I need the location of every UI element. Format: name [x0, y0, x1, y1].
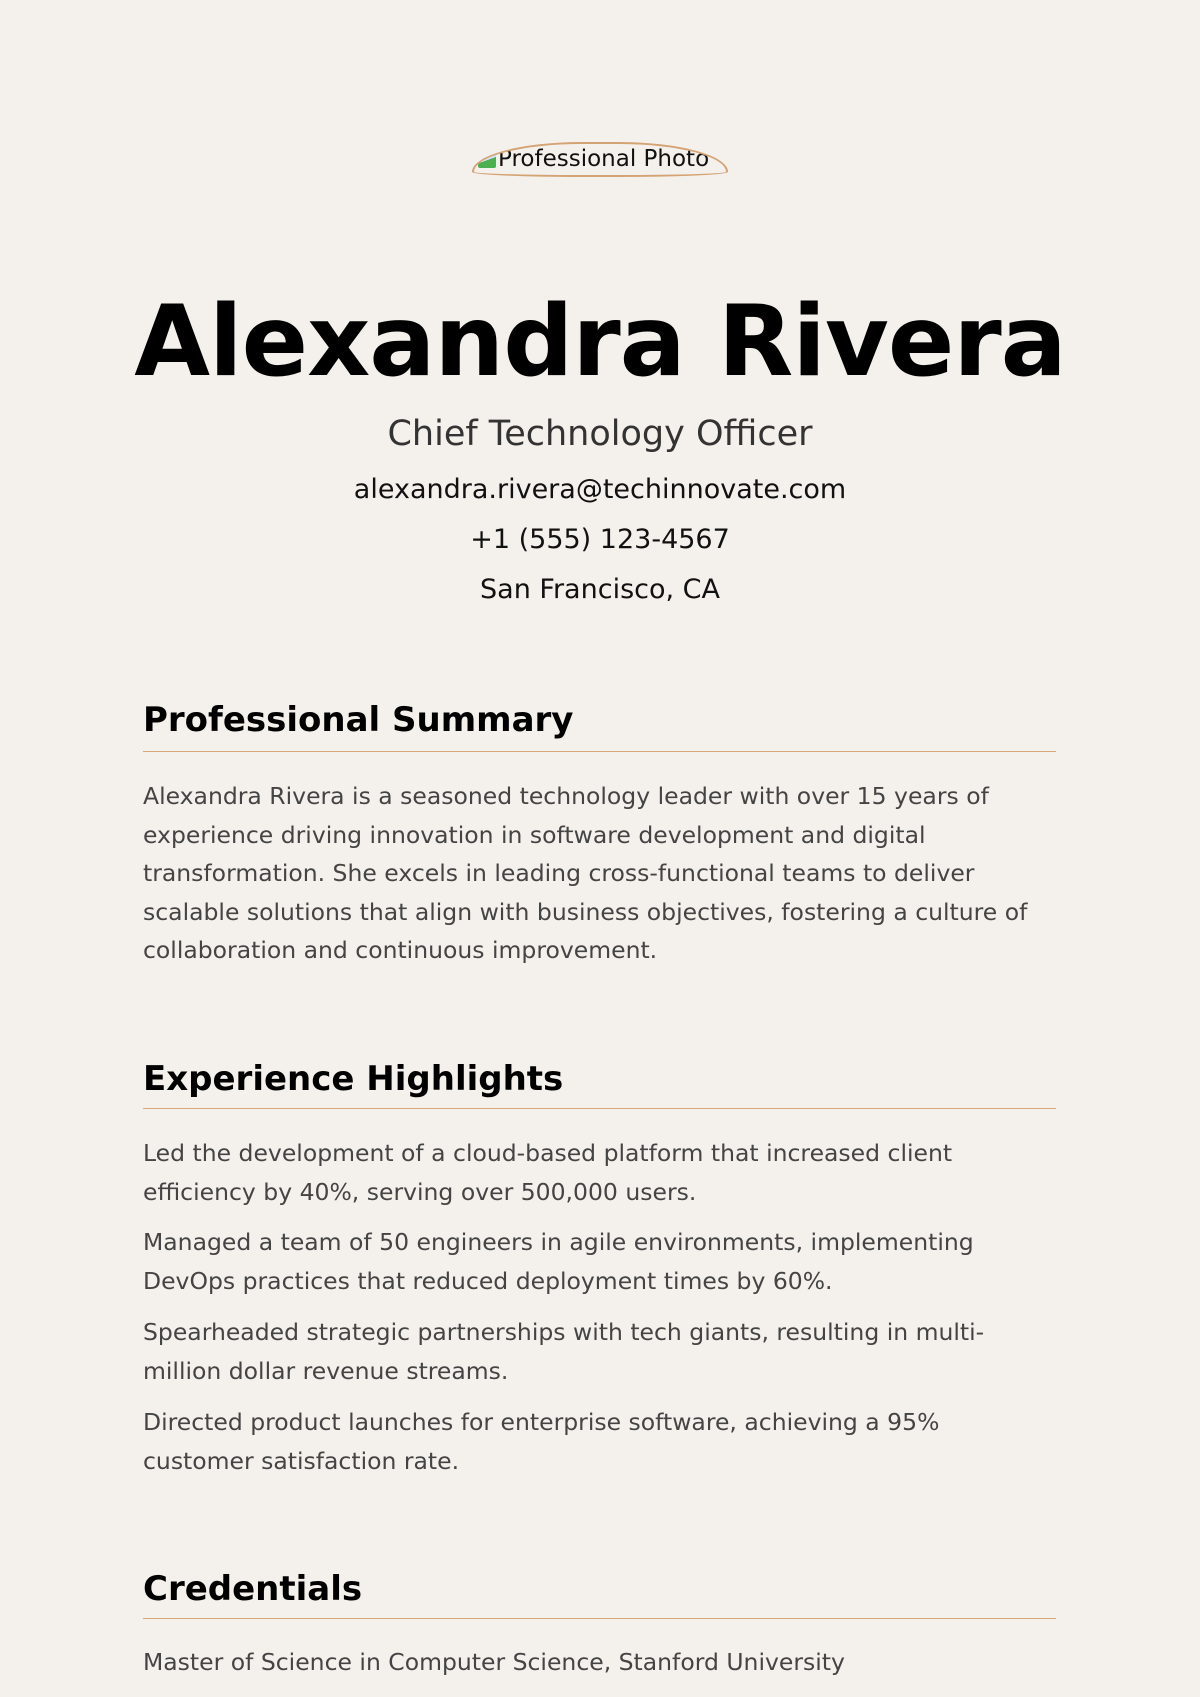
experience-item: Spearheaded strategic partnerships with tech giants, resulting in multi-million dollar revenue streams.: [143, 1318, 985, 1385]
photo-alt-text: Professional Photo: [498, 146, 710, 172]
contact-phone[interactable]: +1 (555) 123-4567: [470, 524, 730, 555]
summary-text: Alexandra Rivera is a seasoned technology leader with over 15 years of experience driving innovation in software development and digital transformation. She excels in leading cross-functional teams to deliver scalable solutions that align with business objectives, fostering a culture of collaboration and continuous improvement.: [143, 782, 1028, 964]
contact-location: San Francisco, CA: [480, 574, 720, 605]
experience-item: Directed product launches for enterprise software, achieving a 95% customer satisfaction rate.: [143, 1408, 940, 1475]
experience-divider: [143, 1108, 1056, 1109]
candidate-name: Alexandra Rivera: [134, 285, 1066, 399]
experience-item: Led the development of a cloud-based platform that increased client efficiency by 40%, serving over 500,000 users.: [143, 1139, 953, 1206]
photo-placeholder: [472, 142, 728, 177]
credentials-heading: Credentials: [143, 1569, 363, 1609]
credentials-divider: [143, 1618, 1056, 1619]
broken-image-icon: [478, 150, 496, 168]
job-title: Chief Technology Officer: [387, 414, 813, 454]
credential-item: Master of Science in Computer Science, Stanford University: [143, 1648, 845, 1676]
experience-item: Managed a team of 50 engineers in agile environments, implementing DevOps practices that reduced deployment times by 60%.: [143, 1228, 974, 1295]
summary-divider: [143, 751, 1056, 752]
contact-email[interactable]: alexandra.rivera@techinnovate.com: [353, 474, 847, 505]
summary-heading: Professional Summary: [143, 700, 574, 740]
experience-heading: Experience Highlights: [143, 1059, 564, 1099]
